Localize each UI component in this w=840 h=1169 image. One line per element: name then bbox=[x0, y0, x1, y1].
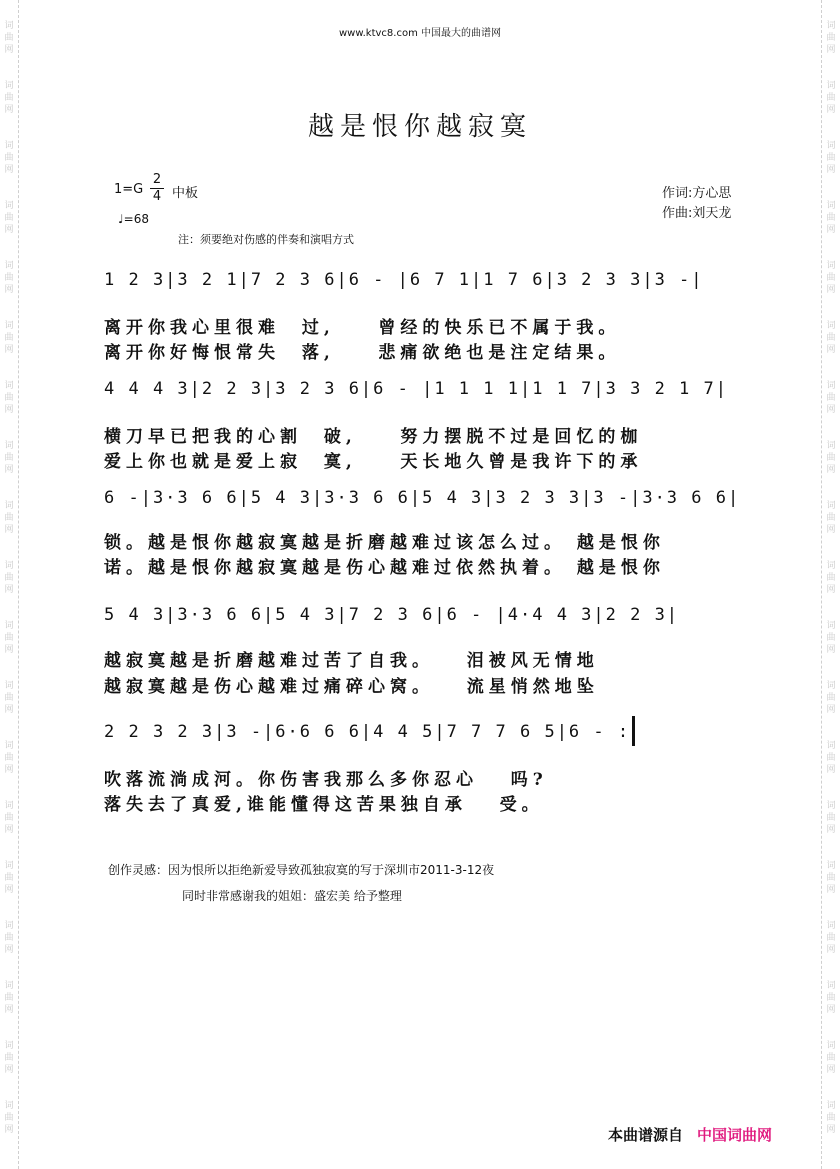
time-signature-top: 2 bbox=[152, 172, 162, 187]
source-brand-link[interactable]: 中国词曲网 bbox=[697, 1126, 773, 1144]
notation-line-3: 6 -|3·3 6 6|5 4 3|3·3 6 6|5 4 3|3 2 3 3|3 -|3·3 6 6| bbox=[104, 488, 741, 508]
notation-line-2: 4 4 4 3|2 2 3|3 2 3 6|6 - |1 1 1 1|1 1 7|3 3 2 1 7| bbox=[104, 379, 728, 399]
watermark-text: 词 曲 网 bbox=[4, 141, 14, 175]
composer-credit: 作曲:刘天龙 bbox=[662, 206, 732, 221]
notation-line-4: 5 4 3|3·3 6 6|5 4 3|7 2 3 6|6 - |4·4 4 3|2 2 3| bbox=[104, 605, 680, 625]
tempo-bpm: ♩=68 bbox=[118, 212, 149, 226]
watermark-text: 词 曲 网 bbox=[4, 81, 14, 115]
watermark-text: 词 曲 网 bbox=[826, 621, 836, 655]
watermark-text: 词 曲 网 bbox=[4, 381, 14, 415]
lyricist-credit: 作词:方心思 bbox=[662, 186, 732, 201]
watermark-text: 词 曲 网 bbox=[4, 21, 14, 55]
thanks-note: 同时非常感谢我的姐姐：盛宏美 给予整理 bbox=[182, 889, 402, 903]
watermark-text: 词 曲 网 bbox=[4, 1101, 14, 1135]
watermark-text: 词 曲 网 bbox=[4, 981, 14, 1015]
lyric-line-3-verse-1: 锁。越是恨你越寂寞越是折磨越难过该怎么过。 越是恨你 bbox=[104, 533, 665, 553]
inspiration-note: 创作灵感：因为恨所以拒绝新爱导致孤独寂寞的写于深圳市2011-3-12夜 bbox=[108, 863, 495, 877]
watermark-text: 词 曲 网 bbox=[826, 141, 836, 175]
watermark-text: 词 曲 网 bbox=[4, 741, 14, 775]
watermark-text: 词 曲 网 bbox=[826, 561, 836, 595]
watermark-text: 词 曲 网 bbox=[826, 381, 836, 415]
notation-line-5: 2 2 3 2 3|3 -|6·6 6 6|4 4 5|7 7 7 6 5|6 - : bbox=[104, 722, 631, 742]
watermark-text: 词 曲 网 bbox=[826, 741, 836, 775]
performance-note: 注：须要绝对伤感的伴奏和演唱方式 bbox=[178, 233, 354, 246]
watermark-text: 词 曲 网 bbox=[4, 321, 14, 355]
watermark-text: 词 曲 网 bbox=[826, 861, 836, 895]
lyric-line-2-verse-1: 横刀早已把我的心割 破, 努力摆脱不过是回忆的枷 bbox=[104, 427, 643, 447]
source-footer bbox=[608, 1124, 772, 1145]
watermark-text: 词 曲 网 bbox=[826, 441, 836, 475]
watermark-text: 词 曲 网 bbox=[826, 201, 836, 235]
watermark-text: 词 曲 网 bbox=[826, 921, 836, 955]
lyric-line-1-verse-1: 离开你我心里很难 过, 曾经的快乐已不属于我。 bbox=[104, 318, 621, 338]
lyric-line-4-verse-2: 越寂寞越是伤心越难过痛碎心窝。 流星悄然地坠 bbox=[104, 677, 599, 697]
lyric-line-3-verse-2: 诺。越是恨你越寂寞越是伤心越难过依然执着。 越是恨你 bbox=[104, 558, 665, 578]
watermark-text: 词 曲 网 bbox=[826, 981, 836, 1015]
watermark-text: 词 曲 网 bbox=[4, 861, 14, 895]
repeat-end-barline bbox=[632, 716, 635, 746]
watermark-text: 词 曲 网 bbox=[826, 21, 836, 55]
watermark-text: 词 曲 网 bbox=[4, 441, 14, 475]
watermark-text: 词 曲 网 bbox=[4, 681, 14, 715]
watermark-text: 词 曲 网 bbox=[826, 801, 836, 835]
watermark-text: 词 曲 网 bbox=[4, 561, 14, 595]
watermark-text: 词 曲 网 bbox=[4, 201, 14, 235]
key-signature: 1=G bbox=[114, 182, 144, 197]
lyric-line-5-verse-2: 落失去了真爱,谁能懂得这苦果独自承 受。 bbox=[104, 795, 544, 815]
watermark-text: 词 曲 网 bbox=[4, 621, 14, 655]
watermark-text: 词 曲 网 bbox=[826, 1101, 836, 1135]
lyric-line-1-verse-2: 离开你好悔恨常失 落, 悲痛欲绝也是注定结果。 bbox=[104, 343, 621, 363]
watermark-text: 词 曲 网 bbox=[826, 1041, 836, 1075]
time-signature bbox=[150, 172, 164, 205]
watermark-text: 词 曲 网 bbox=[826, 261, 836, 295]
watermark-text: 词 曲 网 bbox=[826, 681, 836, 715]
lyric-line-4-verse-1: 越寂寞越是折磨越难过苦了自我。 泪被风无情地 bbox=[104, 651, 599, 671]
watermark-text: 词 曲 网 bbox=[4, 801, 14, 835]
watermark-text: 词 曲 网 bbox=[4, 1041, 14, 1075]
lyric-line-2-verse-2: 爱上你也就是爱上寂 寞, 天长地久曾是我许下的承 bbox=[104, 452, 643, 472]
song-title: 越是恨你越寂寞 bbox=[307, 112, 532, 142]
tempo-marking: 中板 bbox=[172, 186, 199, 201]
watermark-text: 词 曲 网 bbox=[826, 321, 836, 355]
watermark-text: 词 曲 网 bbox=[4, 921, 14, 955]
watermark-text: 词 曲 网 bbox=[4, 501, 14, 535]
notation-line-1: 1 2 3|3 2 1|7 2 3 6|6 - |6 7 1|1 7 6|3 2 3 3|3 -| bbox=[104, 270, 704, 290]
time-signature-bottom: 4 bbox=[150, 188, 164, 205]
site-header: www.ktvc8.com 中国最大的曲谱网 bbox=[338, 28, 501, 39]
watermark-text: 词 曲 网 bbox=[826, 501, 836, 535]
lyric-line-5-verse-1: 吹落流淌成河。你伤害我那么多你忍心 吗? bbox=[104, 770, 548, 790]
source-label: 本曲谱源自 bbox=[608, 1126, 684, 1144]
watermark-text: 词 曲 网 bbox=[826, 81, 836, 115]
watermark-text: 词 曲 网 bbox=[4, 261, 14, 295]
